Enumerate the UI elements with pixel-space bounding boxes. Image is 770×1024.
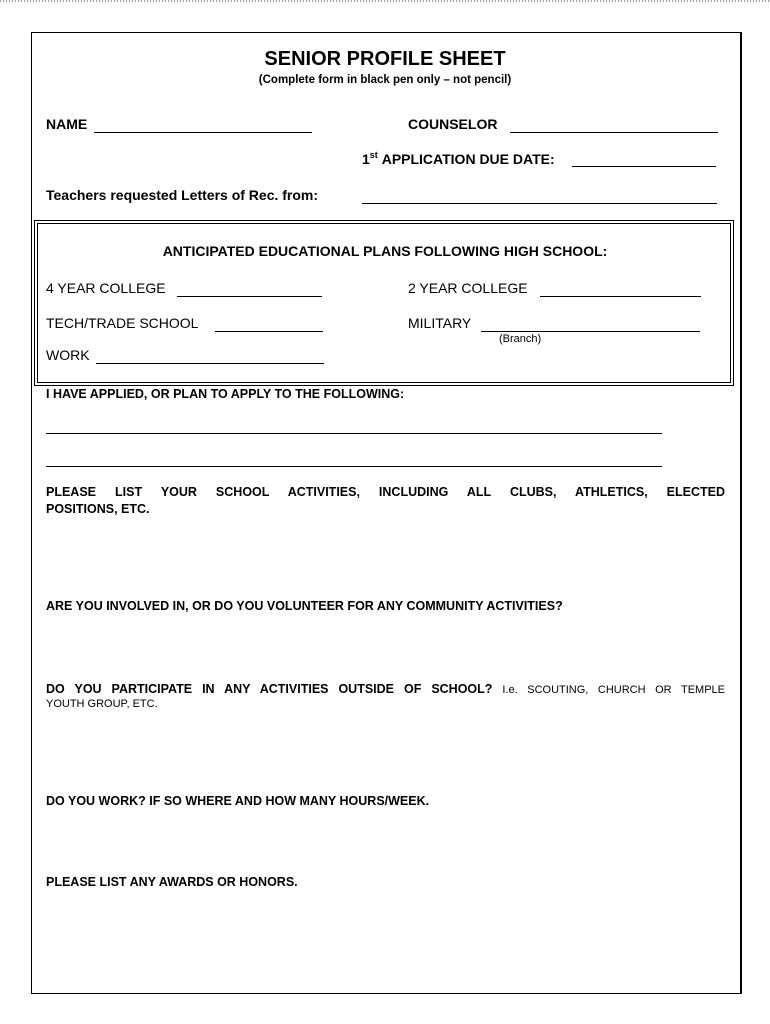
- teachers-label: Teachers requested Letters of Rec. from:: [46, 187, 319, 203]
- counselor-label: COUNSELOR: [408, 116, 498, 132]
- counselor-field[interactable]: [510, 132, 718, 133]
- plans-heading: ANTICIPATED EDUCATIONAL PLANS FOLLOWING HIGH SCHOOL:: [162, 243, 608, 259]
- application-due-field[interactable]: [572, 166, 716, 167]
- applied-field-line-2[interactable]: [46, 466, 662, 467]
- community-activities-question: ARE YOU INVOLVED IN, OR DO YOU VOLUNTEER FOR ANY COMMUNITY ACTIVITIES?: [46, 599, 563, 613]
- tech-trade-school-label: TECH/TRADE SCHOOL: [46, 315, 199, 331]
- work-field[interactable]: [96, 363, 324, 364]
- outside-activities-question-line2: YOUTH GROUP, ETC.: [46, 698, 158, 710]
- page-title: SENIOR PROFILE SHEET: [264, 48, 506, 70]
- page-top-edge: [0, 0, 770, 2]
- military-branch-hint: (Branch): [499, 333, 542, 345]
- applied-field-line-1[interactable]: [46, 433, 662, 434]
- applied-label: I HAVE APPLIED, OR PLAN TO APPLY TO THE FOLLOWING:: [46, 387, 405, 401]
- awards-question: PLEASE LIST ANY AWARDS OR HONORS.: [46, 875, 298, 889]
- military-field[interactable]: [481, 331, 700, 332]
- teachers-field[interactable]: [362, 203, 717, 204]
- four-year-college-label: 4 YEAR COLLEGE: [46, 280, 166, 296]
- tech-trade-school-field[interactable]: [215, 331, 323, 332]
- outside-activities-question: DO YOU PARTICIPATE IN ANY ACTIVITIES OUTSIDE OF SCHOOL? I.e. SCOUTING, CHURCH OR TEMPLE: [46, 682, 725, 696]
- work-label: WORK: [46, 347, 90, 363]
- school-activities-question: PLEASE LIST YOUR SCHOOL ACTIVITIES, INCLUDING ALL CLUBS, ATHLETICS, ELECTED: [46, 485, 725, 499]
- two-year-college-field[interactable]: [540, 296, 701, 297]
- name-field[interactable]: [94, 132, 312, 133]
- page-subtitle: (Complete form in black pen only – not pencil): [258, 74, 512, 86]
- four-year-college-field[interactable]: [177, 296, 322, 297]
- name-label: NAME: [46, 116, 88, 132]
- two-year-college-label: 2 YEAR COLLEGE: [408, 280, 528, 296]
- school-activities-question-line2: POSITIONS, ETC.: [46, 502, 150, 516]
- military-label: MILITARY: [408, 315, 472, 331]
- work-question: DO YOU WORK? IF SO WHERE AND HOW MANY HOURS/WEEK.: [46, 794, 430, 808]
- application-due-label: 1st APPLICATION DUE DATE:: [362, 150, 555, 167]
